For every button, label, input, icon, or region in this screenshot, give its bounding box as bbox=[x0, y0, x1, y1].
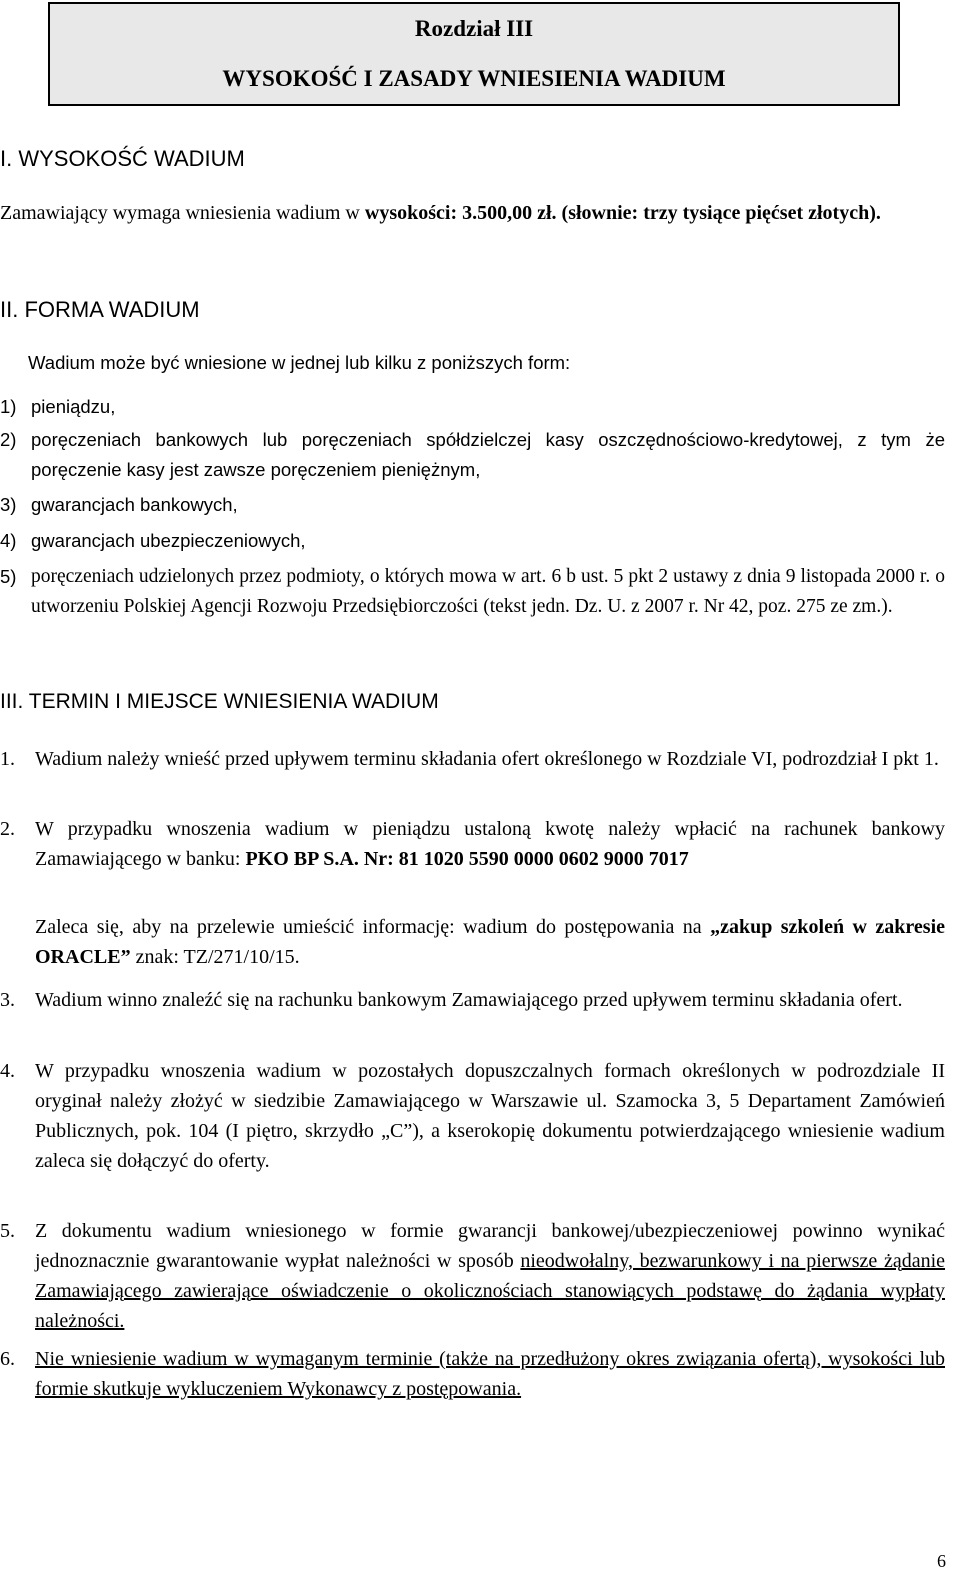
term-item-3: 3. Wadium winno znaleźć się na rachunku bankowym Zamawiającego przed upływem terminu składania ofert. bbox=[0, 989, 903, 1011]
term-item-2: 2. W przypadku wnoszenia wadium w pieniądzu ustaloną kwotę należy wpłacić na rachunek bankowy Zamawiającego w banku: PKO BP S.A. Nr: 81 1020 5590 0000 0602 9000 7017 bbox=[0, 818, 945, 870]
section-3-title: III. TERMIN I MIEJSCE WNIESIENIA WADIUM bbox=[0, 690, 439, 713]
section-1-text: Zamawiający wymaga wniesienia wadium w wysokości: 3.500,00 zł. (słownie: trzy tysiące pięćset złotych). bbox=[0, 202, 881, 224]
section-2-intro: Wadium może być wniesione w jednej lub kilku z poniższych form: bbox=[28, 352, 571, 373]
term-item-1: 1. Wadium należy wnieść przed upływem terminu składania ofert określonego w Rozdziale VI, podrozdział I pkt 1. bbox=[0, 748, 939, 770]
chapter-title: WYSOKOŚĆ I ZASADY WNIESIENIA WADIUM bbox=[222, 66, 726, 91]
page-number: 6 bbox=[937, 1551, 946, 1571]
transfer-note: Zaleca się, aby na przelewie umieścić informację: wadium do postępowania na „zakup szkoleń w zakresie ORACLE” znak: TZ/271/10/15. bbox=[35, 916, 945, 968]
section-2-title: II. FORMA WADIUM bbox=[0, 297, 200, 322]
term-item-5: 5. Z dokumentu wadium wniesionego w formie gwarancji bankowej/ubezpieczeniowej powinno wynikać jednoznacznie gwarantowanie wypłat należności w sposób nieodwołalny, bezwarunkowy i na pierwsze żądanie Zamawiającego zawierające oświadczenie o okolicznościach stanowiących podstawę do żądania wypłaty należności. bbox=[0, 1220, 946, 1332]
chapter-header bbox=[48, 2, 900, 106]
section-1-title: I. WYSOKOŚĆ WADIUM bbox=[0, 146, 245, 171]
term-item-4: 4. W przypadku wnoszenia wadium w pozostałych dopuszczalnych formach określonych w podrozdziale II oryginał należy złożyć w siedzibie Zamawiającego w Warszawie ul. Szamocka 3, 5 Departament Zamówień Publicznych, pok. 104 (I piętro, skrzydło „C”), a kserokopię dokumentu potwierdzającego wniesienie wadium zaleca się dołączyć do oferty. bbox=[0, 1060, 945, 1172]
chapter-label: Rozdział III bbox=[414, 16, 534, 41]
term-item-6: 6. Nie wniesienie wadium w wymaganym terminie (także na przedłużony okres związania ofertą), wysokości lub formie skutkuje wykluczeniem Wykonawcy z postępowania. bbox=[0, 1348, 945, 1400]
